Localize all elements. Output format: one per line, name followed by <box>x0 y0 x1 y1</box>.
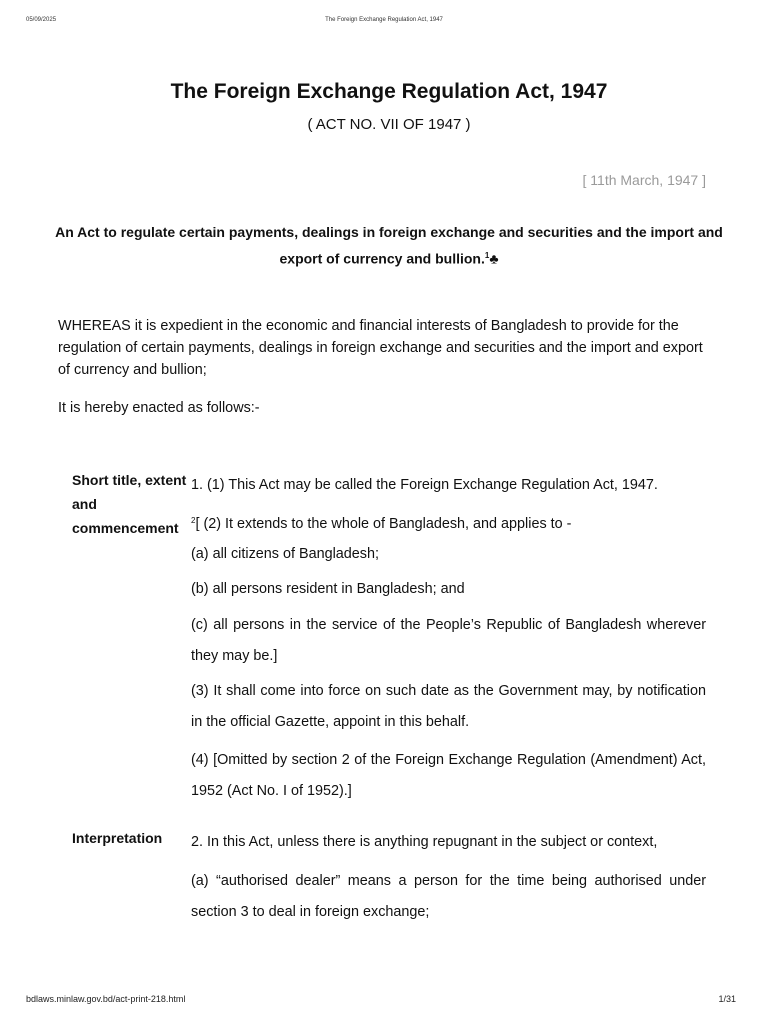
preamble: WHEREAS it is expedient in the economic and financial interests of Bangladesh to provide for the regulation of certain payments, dealings in foreign exchange and securities and the import and export of currency and bullion; <box>58 318 703 378</box>
print-footer-url: bdlaws.minlaw.gov.bd/act-print-218.html <box>26 994 186 1004</box>
section-1-clause-c: (c) all persons in the service of the People’s Republic of Bangladesh wherever they may be.] <box>191 617 706 664</box>
section-2-sidenote: Interpretation <box>72 830 163 846</box>
club-mark-icon: ♣ <box>489 250 499 267</box>
section-1-clause-b: (b) all persons resident in Bangladesh; and <box>191 581 465 597</box>
section-1-sub-2-text: [ (2) It extends to the whole of Bangladesh, and applies to - <box>195 516 572 532</box>
section-1-clause-a: (a) all citizens of Bangladesh; <box>191 546 379 562</box>
act-date: [ 11th March, 1947 ] <box>582 172 706 188</box>
footnote-ref-1[interactable]: 1 <box>484 251 490 260</box>
section-1-sub-3: (3) It shall come into force on such date as the Government may, by notification in the official Gazette, appoint in this behalf. <box>191 683 706 730</box>
page-number: 1/31 <box>718 994 736 1004</box>
long-title-text: An Act to regulate certain payments, dealings in foreign exchange and securities and the import and export of currency and bullion. <box>55 224 723 267</box>
section-1-sub-4: (4) [Omitted by section 2 of the Foreign Exchange Regulation (Amendment) Act, 1952 (Act No. I of 1952).] <box>191 752 706 799</box>
enacting-clause: It is hereby enacted as follows:- <box>58 400 260 416</box>
long-title <box>40 220 738 271</box>
section-1-sub-1: 1. (1) This Act may be called the Foreign Exchange Regulation Act, 1947. <box>191 477 658 493</box>
print-header-title: The Foreign Exchange Regulation Act, 1947 <box>325 17 443 23</box>
section-2-intro: 2. In this Act, unless there is anything repugnant in the subject or context, <box>191 834 658 850</box>
print-date: 05/09/2025 <box>26 17 57 23</box>
footnote-ref-2[interactable]: 2 <box>191 516 196 525</box>
section-2-clause-a: (a) “authorised dealer” means a person for the time being authorised under section 3 to deal in foreign exchange; <box>191 873 706 920</box>
act-title: The Foreign Exchange Regulation Act, 1947 <box>170 80 608 103</box>
section-1-sidenote: Short title, extent and commencement <box>72 472 187 536</box>
section-1-sub-2 <box>191 505 706 540</box>
act-number: ( ACT NO. VII OF 1947 ) <box>307 116 471 133</box>
